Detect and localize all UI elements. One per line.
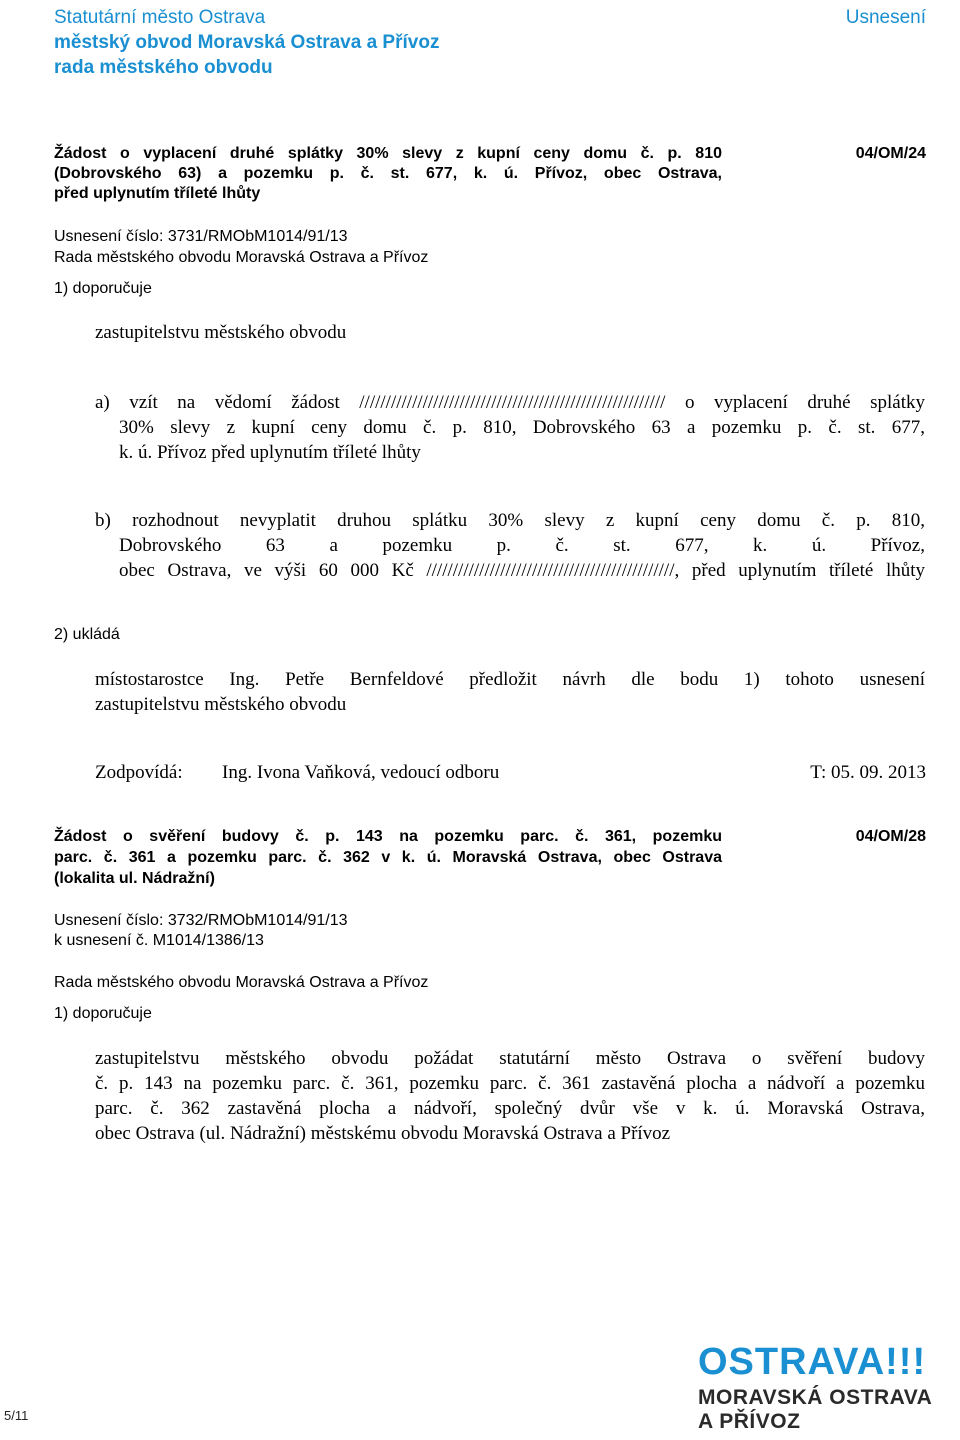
header-council: rada městského obvodu — [54, 57, 273, 78]
item2-title-line1: Žádost o svěření budovy č. p. 143 na pozemku parc. č. 361, pozemku — [54, 828, 722, 845]
item1-council-name: Rada městského obvodu Moravská Ostrava a Přívoz — [54, 249, 429, 266]
item1-a-line1: a) vzít na vědomí žádost ////////////////////////////////////////////////////////// o vyplacení druhé splátky — [95, 392, 925, 413]
item2-body-line2: č. p. 143 na pozemku parc. č. 361, pozemku parc. č. 361 zastavěná plocha a nádvoří a pozemku — [95, 1073, 925, 1094]
logo-top-text: OSTRAVA!!! — [698, 1341, 927, 1383]
item1-title-line3: před uplynutím tříleté lhůty — [54, 185, 261, 202]
item1-recipient: zastupitelstvu městského obvodu — [95, 322, 347, 343]
header-doc-type: Usnesení — [845, 7, 926, 28]
item1-point2-label: 2) ukládá — [54, 626, 120, 643]
item2-council-name: Rada městského obvodu Moravská Ostrava a Přívoz — [54, 974, 429, 991]
item1-title-line1: Žádost o vyplacení druhé splátky 30% slevy z kupní ceny domu č. p. 810 — [54, 145, 722, 162]
ostrava-logo — [698, 1342, 960, 1438]
item1-responsible-name: Ing. Ivona Vaňková, vedoucí odboru — [222, 762, 500, 783]
item2-body-line1: zastupitelstvu městského obvodu požádat statutární město Ostrava o svěření budovy — [95, 1048, 925, 1069]
item2-resolution-number: Usnesení číslo: 3732/RMObM1014/91/13 — [54, 912, 348, 929]
page-number: 5/11 — [4, 1408, 29, 1423]
header-city: Statutární město Ostrava — [54, 7, 266, 28]
item1-a-line2: 30% slevy z kupní ceny domu č. p. 810, Dobrovského 63 a pozemku p. č. st. 677, — [119, 417, 925, 438]
item1-a-line3: k. ú. Přívoz před uplynutím tříleté lhůty — [119, 442, 421, 463]
item1-assign-line1: místostarostce Ing. Petře Bernfeldové předložit návrh dle bodu 1) tohoto usnesení — [95, 669, 925, 690]
item2-title-line2: parc. č. 361 a pozemku parc. č. 362 v k. ú. Moravská Ostrava, obec Ostrava — [54, 849, 722, 866]
item1-b-line1: b) rozhodnout nevyplatit druhou splátku 30% slevy z kupní ceny domu č. p. 810, — [95, 510, 925, 531]
item1-b-line3: obec Ostrava, ve výši 60 000 Kč ///////////////////////////////////////////////, před uplynutím tříleté lhůty — [119, 560, 925, 581]
item1-deadline: T: 05. 09. 2013 — [810, 762, 926, 783]
item1-point1-label: 1) doporučuje — [54, 280, 152, 297]
item2-body-line3: parc. č. 362 zastavěná plocha a nádvoří, společný dvůr vše v k. ú. Moravská Ostrava, — [95, 1098, 925, 1119]
item1-resolution-number: Usnesení číslo: 3731/RMObM1014/91/13 — [54, 228, 348, 245]
item2-ref: k usnesení č. M1014/1386/13 — [54, 932, 264, 949]
item2-body-line4: obec Ostrava (ul. Nádražní) městskému obvodu Moravská Ostrava a Přívoz — [95, 1123, 671, 1144]
header-district: městský obvod Moravská Ostrava a Přívoz — [54, 32, 440, 53]
item2-point1-label: 1) doporučuje — [54, 1005, 152, 1022]
item1-responsible-label: Zodpovídá: — [95, 762, 183, 783]
logo-line2: A PŘÍVOZ — [698, 1410, 801, 1433]
item1-assign-line2: zastupitelstvu městského obvodu — [95, 694, 347, 715]
item1-b-line2: Dobrovského 63 a pozemku p. č. st. 677, k. ú. Přívoz, — [119, 535, 925, 556]
logo-line1: MORAVSKÁ OSTRAVA — [698, 1386, 933, 1409]
item2-code: 04/OM/28 — [855, 828, 926, 845]
item1-code: 04/OM/24 — [855, 145, 926, 162]
item2-title-line3: (lokalita ul. Nádražní) — [54, 870, 215, 887]
item1-title-line2: (Dobrovského 63) a pozemku p. č. st. 677, k. ú. Přívoz, obec Ostrava, — [54, 165, 722, 182]
